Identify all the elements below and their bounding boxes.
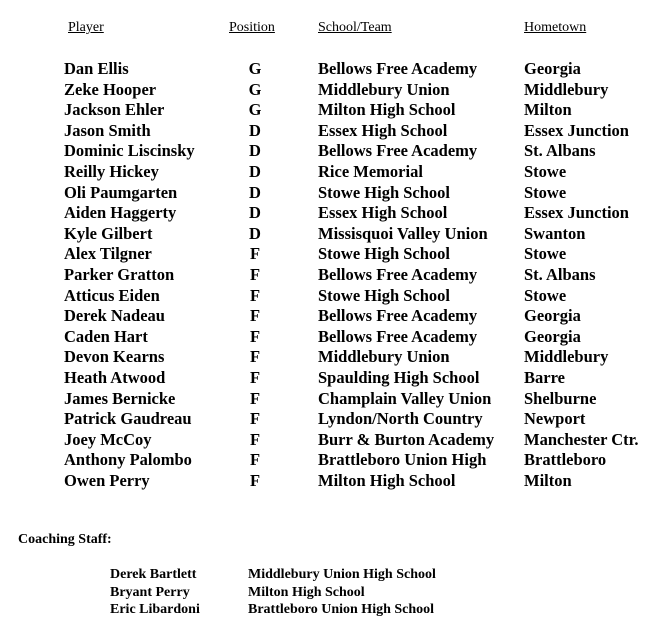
player-school: Rice Memorial [318,161,423,181]
player-name: Heath Atwood [64,367,166,387]
player-hometown: Middlebury [524,347,609,367]
player-name: Caden Hart [64,326,148,346]
header-hometown: Hometown [524,20,587,35]
player-school: Stowe High School [318,244,451,264]
roster-row [0,389,671,410]
player-name: James Bernicke [64,388,176,408]
coach-name: Derek Bartlett [110,567,197,582]
player-position: F [249,470,261,490]
coach-name: Eric Libardoni [110,602,200,617]
player-hometown: Shelburne [524,388,597,408]
player-school: Middlebury Union [318,79,450,99]
player-school: Bellows Free Academy [318,59,478,78]
roster-row [0,59,671,80]
roster-row [0,244,671,265]
roster-row [0,141,671,162]
player-school: Burr & Burton Academy [318,429,495,449]
header-player: Player [68,20,104,35]
header-school: School/Team [318,20,392,35]
player-position: F [249,347,261,367]
player-hometown: Stowe [524,285,567,305]
player-hometown: Newport [524,409,586,429]
player-position: F [249,326,261,346]
player-position: D [249,120,261,140]
player-name: Derek Nadeau [64,306,165,326]
player-hometown: Barre [524,367,565,387]
player-hometown: Manchester Ctr. [524,429,639,449]
player-school: Spaulding High School [318,367,480,387]
coach-school: Middlebury Union High School [248,567,436,582]
player-school: Brattleboro Union High [318,450,487,470]
player-name: Jason Smith [64,120,151,140]
player-hometown: Swanton [524,223,586,243]
player-name: Kyle Gilbert [64,223,153,243]
player-position: F [249,409,261,429]
roster-row [0,121,671,142]
coach-school: Brattleboro Union High School [248,602,435,617]
player-position: G [248,100,262,120]
player-position: F [249,388,261,408]
player-hometown: Milton [524,470,572,490]
player-position: G [248,79,262,99]
player-hometown: St. Albans [524,264,596,284]
roster-row [0,203,671,224]
player-school: Middlebury Union [318,347,450,367]
player-hometown: Stowe [524,182,567,202]
player-position: D [249,141,261,161]
roster-row [0,162,671,183]
coach-school: Milton High School [248,584,365,600]
player-position: G [248,59,262,78]
player-position: F [249,367,261,387]
player-school: Essex High School [318,120,448,140]
coach-row [0,584,671,602]
player-hometown: Essex Junction [524,203,629,223]
player-school: Champlain Valley Union [318,388,492,408]
player-name: Anthony Palombo [64,450,192,470]
player-name: Zeke Hooper [64,79,157,99]
player-hometown: Stowe [524,161,567,181]
player-position: F [249,450,261,470]
player-name: Devon Kearns [64,347,165,367]
player-school: Lyndon/North Country [318,409,483,429]
player-school: Milton High School [318,470,456,490]
player-name: Oli Paumgarten [64,182,178,202]
player-name: Atticus Eiden [64,285,160,305]
player-name: Parker Gratton [64,264,175,284]
player-school: Bellows Free Academy [318,141,478,161]
player-school: Bellows Free Academy [318,264,478,284]
roster-row [0,471,671,492]
roster-row [0,409,671,430]
player-school: Bellows Free Academy [318,306,478,326]
coach-name: Bryant Perry [110,584,190,600]
player-school: Milton High School [318,100,456,120]
player-hometown: Georgia [524,326,581,346]
player-name: Dan Ellis [64,59,129,78]
player-position: D [249,203,261,223]
player-hometown: Essex Junction [524,120,629,140]
player-school: Essex High School [318,203,448,223]
roster-row [0,347,671,368]
player-name: Patrick Gaudreau [64,409,192,429]
roster-row [0,100,671,121]
player-position: F [249,429,261,449]
roster-row [0,286,671,307]
roster-row [0,306,671,327]
player-position: F [249,244,261,264]
player-hometown: Milton [524,100,572,120]
player-hometown: St. Albans [524,141,596,161]
player-school: Stowe High School [318,285,451,305]
player-name: Jackson Ehler [64,100,165,120]
roster-table [0,59,671,491]
player-hometown: Georgia [524,306,581,326]
player-school: Bellows Free Academy [318,326,478,346]
player-position: D [249,182,261,202]
player-hometown: Brattleboro [524,450,607,470]
roster-row [0,430,671,451]
player-name: Dominic Liscinsky [64,141,195,161]
player-position: F [249,285,261,305]
player-position: D [249,223,261,243]
player-hometown: Georgia [524,59,581,78]
coaching-staff-list [0,566,671,619]
roster-row [0,265,671,286]
coach-row [0,566,671,584]
player-hometown: Stowe [524,244,567,264]
player-name: Owen Perry [64,470,150,490]
player-school: Stowe High School [318,182,451,202]
roster-row [0,183,671,204]
player-position: F [249,306,261,326]
player-name: Alex Tilgner [64,244,152,264]
header-position: Position [229,20,275,35]
roster-row [0,368,671,389]
player-position: F [249,264,261,284]
coaching-staff-title: Coaching Staff: [18,532,112,547]
roster-row [0,80,671,101]
player-name: Reilly Hickey [64,161,159,181]
player-name: Aiden Haggerty [64,203,177,223]
player-hometown: Middlebury [524,79,609,99]
player-school: Missisquoi Valley Union [318,223,488,243]
roster-row [0,327,671,348]
player-position: D [249,161,261,181]
roster-row [0,450,671,471]
roster-row [0,224,671,245]
player-name: Joey McCoy [64,429,152,449]
coach-row [0,601,671,619]
